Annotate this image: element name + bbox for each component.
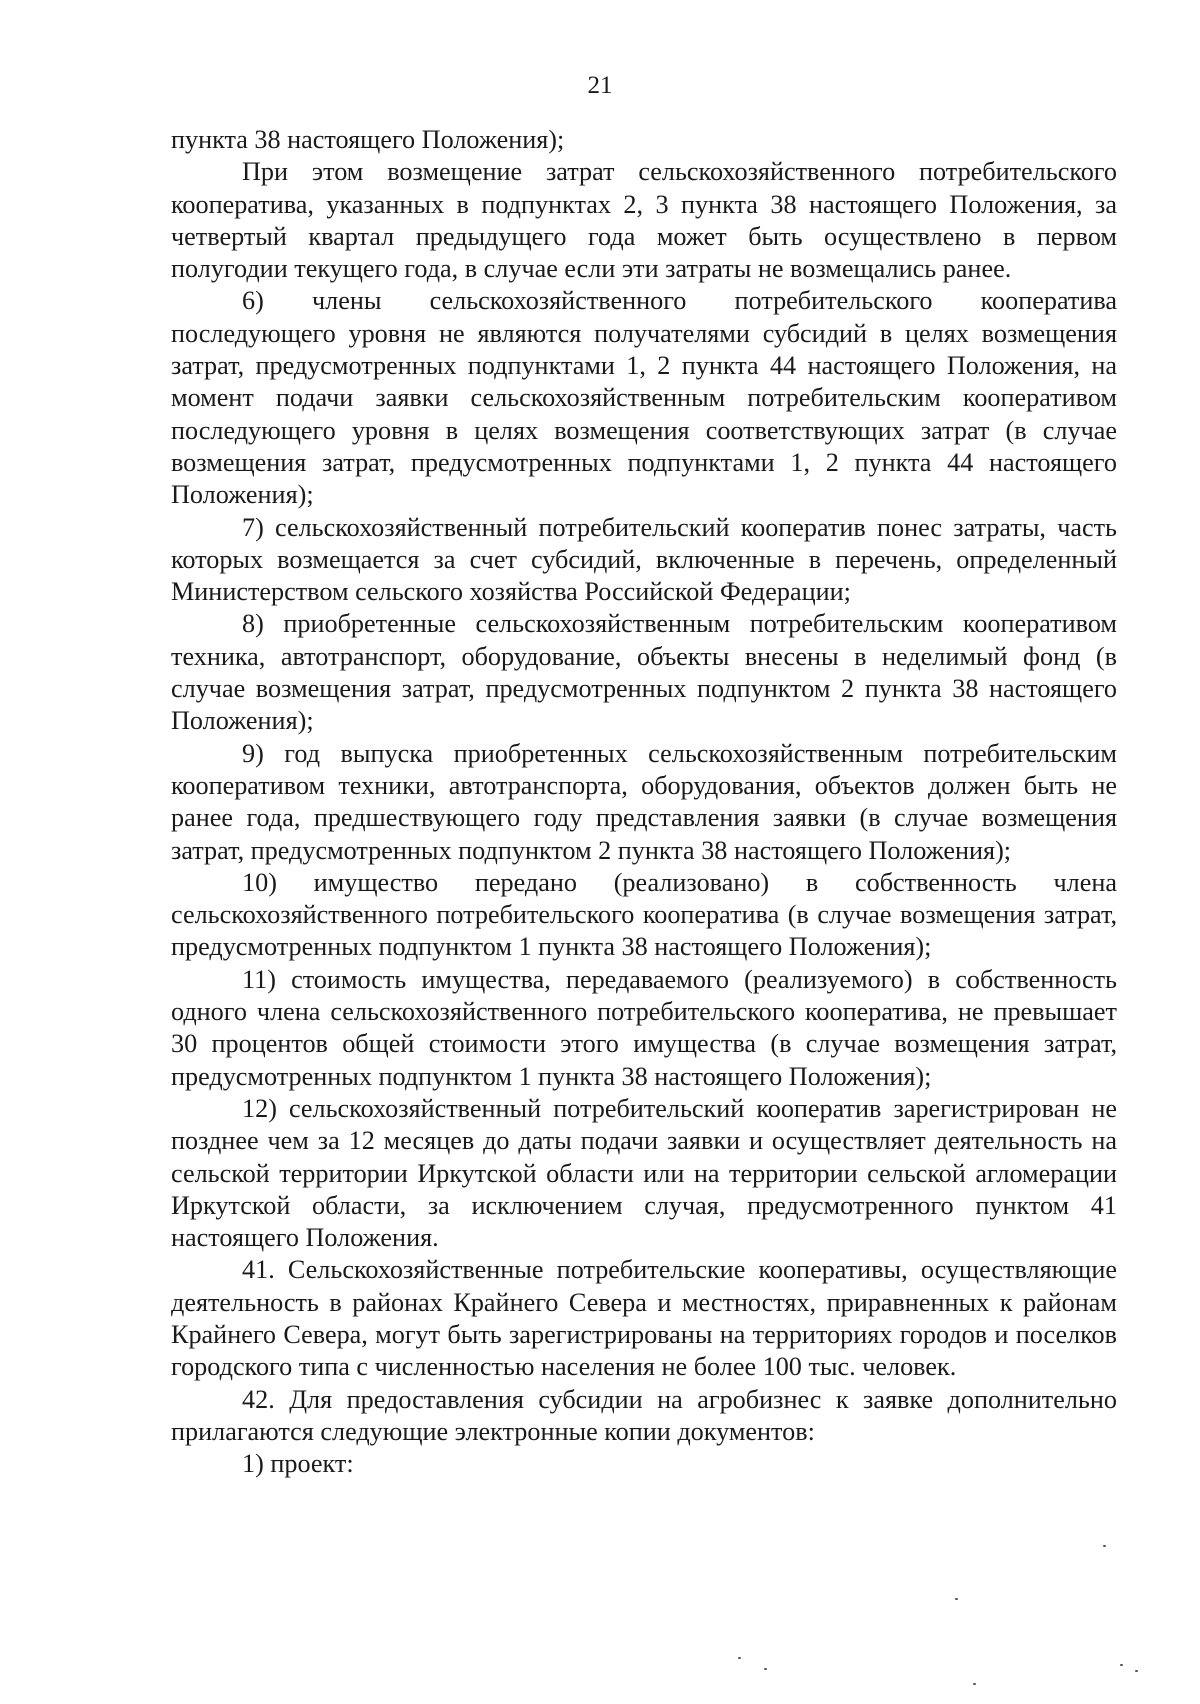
document-body: [171, 124, 1117, 1480]
paragraph: 6) члены сельскохозяйственного потребительского кооператива последующего уровня не являются получателями субсидий в целях возмещения затрат, предусмотренных подпунктами 1, 2 пункта 44 настоящего Положения, на момент подачи заявки сельскохозяйственным потребительским кооперативом последующего уровня в целях возмещения соответствующих затрат (в случае возмещения затрат, предусмотренных подпунктами 1, 2 пункта 44 настоящего Положения);: [171, 286, 1117, 510]
paragraph: При этом возмещение затрат сельскохозяйственного потребительского кооператива, указанных в подпунктах 2, 3 пункта 38 настоящего Положения, за четвертый квартал предыдущего года может быть осуществлено в первом полугодии текущего года, в случае если эти затраты не возмещались ранее.: [171, 157, 1117, 284]
scan-speck: [764, 1668, 767, 1670]
paragraph: 9) год выпуска приобретенных сельскохозяйственным потребительским кооперативом техники, автотранспорта, оборудования, объектов должен быть не ранее года, предшествующего году представления заявки (в случае возмещения затрат, предусмотренных подпунктом 2 пункта 38 настоящего Положения);: [171, 738, 1117, 865]
paragraph: 1) проект:: [242, 1449, 354, 1479]
paragraph: 11) стоимость имущества, передаваемого (реализуемого) в собственность одного члена сельскохозяйственного потребительского кооператива, не превышает 30 процентов общей стоимости этого имущества (в случае возмещения затрат, предусмотренных подпунктом 1 пункта 38 настоящего Положения);: [171, 964, 1117, 1091]
paragraph: 42. Для предоставления субсидии на агробизнес к заявке дополнительно прилагаются следующие электронные копии документов:: [171, 1384, 1117, 1446]
scan-speck: [738, 1657, 741, 1659]
scan-speck: [1135, 1670, 1138, 1672]
paragraph: 41. Сельскохозяйственные потребительские кооперативы, осуществляющие деятельность в районах Крайнего Севера и местностях, приравненных к районам Крайнего Севера, могут быть зарегистрированы на территориях городов и поселков городского типа с численностью населения не более 100 тыс. человек.: [171, 1255, 1117, 1382]
scan-speck: [1103, 1545, 1106, 1547]
paragraph: 12) сельскохозяйственный потребительский кооператив зарегистрирован не позднее чем за 12 месяцев до даты подачи заявки и осуществляет деятельность на сельской территории Иркутской области или на территории сельской агломерации Иркутской области, за исключением случая, предусмотренного пунктом 41 настоящего Положения.: [171, 1093, 1117, 1253]
scan-speck: [1120, 1664, 1123, 1666]
paragraph: пункта 38 настоящего Положения);: [171, 125, 565, 154]
scan-speck: [955, 1598, 958, 1600]
paragraph: 10) имущество передано (реализовано) в собственность члена сельскохозяйственного потребительского кооператива (в случае возмещения затрат, предусмотренных подпунктом 1 пункта 38 настоящего Положения);: [171, 867, 1117, 962]
page-number: 21: [587, 72, 613, 99]
paragraph: 8) приобретенные сельскохозяйственным потребительским кооперативом техника, автотранспорт, оборудование, объекты внесены в неделимый фонд (в случае возмещения затрат, предусмотренных подпунктом 2 пункта 38 настоящего Положения);: [171, 609, 1117, 736]
scan-speck: [973, 1683, 976, 1685]
paragraph: 7) сельскохозяйственный потребительский кооператив понес затраты, часть которых возмещается за счет субсидий, включенные в перечень, определенный Министерством сельского хозяйства Российской Федерации;: [171, 512, 1117, 607]
